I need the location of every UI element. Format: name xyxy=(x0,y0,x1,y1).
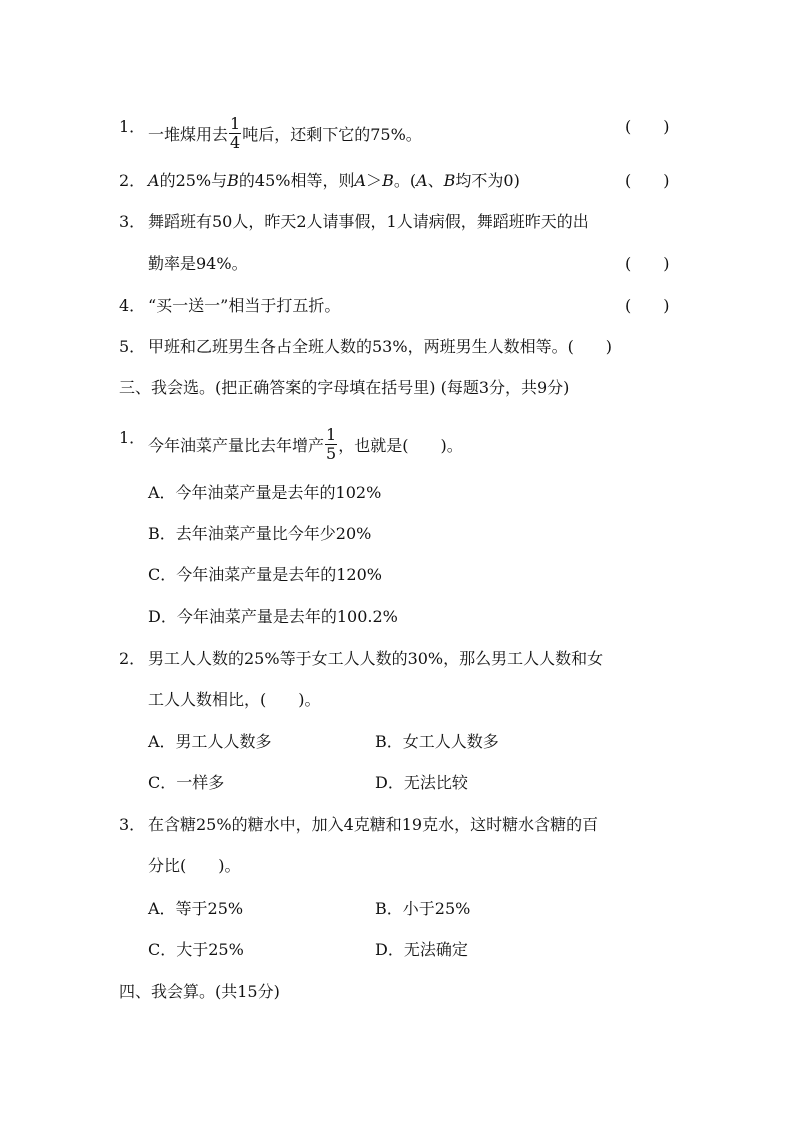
variable-a: A xyxy=(416,171,428,190)
text-segment: 、 xyxy=(427,171,444,190)
variable-a: A xyxy=(148,171,160,190)
option-c[interactable]: C．今年油菜产量是去年的120% xyxy=(148,565,382,584)
text-segment: 的25%与 xyxy=(159,171,228,190)
question-text-line-1: 舞蹈班有50人，昨天2人请事假，1人请病假，舞蹈班昨天的出 xyxy=(148,212,589,231)
question-text xyxy=(148,171,520,191)
section-title: 三、我会选。(把正确答案的字母填在括号里) (每题3分，共9分) xyxy=(119,378,570,397)
option-c[interactable]: C．一样多 xyxy=(148,773,225,792)
text-segment: 今年油菜产量比去年增产 xyxy=(148,436,325,455)
variable-b: B xyxy=(443,171,456,190)
answer-blank[interactable]: ( ) xyxy=(625,254,670,273)
question-number: 3． xyxy=(119,815,146,834)
question-number: 2． xyxy=(119,649,146,668)
question-text-line-2: 分比( )。 xyxy=(148,856,241,875)
option-a[interactable]: A．今年油菜产量是去年的102% xyxy=(148,483,382,502)
option-d[interactable]: D．无法确定 xyxy=(375,940,468,959)
fraction xyxy=(325,426,337,463)
question-number: 3． xyxy=(119,212,146,231)
answer-blank[interactable]: ( ) xyxy=(625,117,670,136)
text-segment: 吨后，还剩下它的75%。 xyxy=(242,125,422,144)
question-number: 5． xyxy=(119,337,146,356)
fraction-denominator: 5 xyxy=(326,444,337,463)
question-text-line-2: 工人人数相比，( )。 xyxy=(148,690,321,709)
option-a[interactable]: A．男工人人数多 xyxy=(148,732,272,751)
fraction-numerator: 1 xyxy=(230,114,241,133)
option-b[interactable]: B．女工人人数多 xyxy=(375,732,499,751)
question-text-line-1: 男工人人数的25%等于女工人人数的30%，那么男工人人数和女 xyxy=(148,649,604,668)
option-c[interactable]: C．大于25% xyxy=(148,940,244,959)
question-number: 1． xyxy=(119,117,146,136)
fraction-numerator: 1 xyxy=(326,425,337,444)
option-d[interactable]: D．无法比较 xyxy=(375,773,468,792)
question-text-line-2: 勤率是94%。 xyxy=(148,254,248,273)
variable-b: B xyxy=(227,171,239,190)
option-a[interactable]: A．等于25% xyxy=(148,899,244,918)
text-segment: 一堆煤用去 xyxy=(148,125,229,144)
section-title: 四、我会算。(共15分) xyxy=(119,982,280,1001)
option-d[interactable]: D．今年油菜产量是去年的100.2% xyxy=(148,607,398,626)
question-text xyxy=(148,114,422,154)
greater-than-sign: ＞ xyxy=(366,171,383,190)
variable-b: B xyxy=(382,171,394,190)
question-text-line-1: 在含糖25%的糖水中，加入4克糖和19克水，这时糖水含糖的百 xyxy=(148,815,599,834)
answer-blank[interactable]: ( ) xyxy=(625,171,670,190)
text-segment: 均不为0) xyxy=(455,171,520,190)
fraction-denominator: 4 xyxy=(230,133,241,152)
text-segment: ，也就是( )。 xyxy=(338,436,463,455)
fraction xyxy=(229,115,241,152)
question-number: 4． xyxy=(119,296,146,315)
question-number: 2． xyxy=(119,171,146,190)
option-b[interactable]: B．去年油菜产量比今年少20% xyxy=(148,524,372,543)
answer-blank[interactable]: ( ) xyxy=(625,296,670,315)
question-text xyxy=(148,425,463,465)
question-text: “买一送一”相当于打五折。 xyxy=(148,296,341,315)
text-segment: 的45%相等，则 xyxy=(238,171,355,190)
variable-a: A xyxy=(354,171,367,190)
question-text: 甲班和乙班男生各占全班人数的53%，两班男生人数相等。( ) xyxy=(148,337,613,356)
option-b[interactable]: B．小于25% xyxy=(375,899,471,918)
question-number: 1． xyxy=(119,428,146,447)
text-segment: 。( xyxy=(393,171,417,190)
